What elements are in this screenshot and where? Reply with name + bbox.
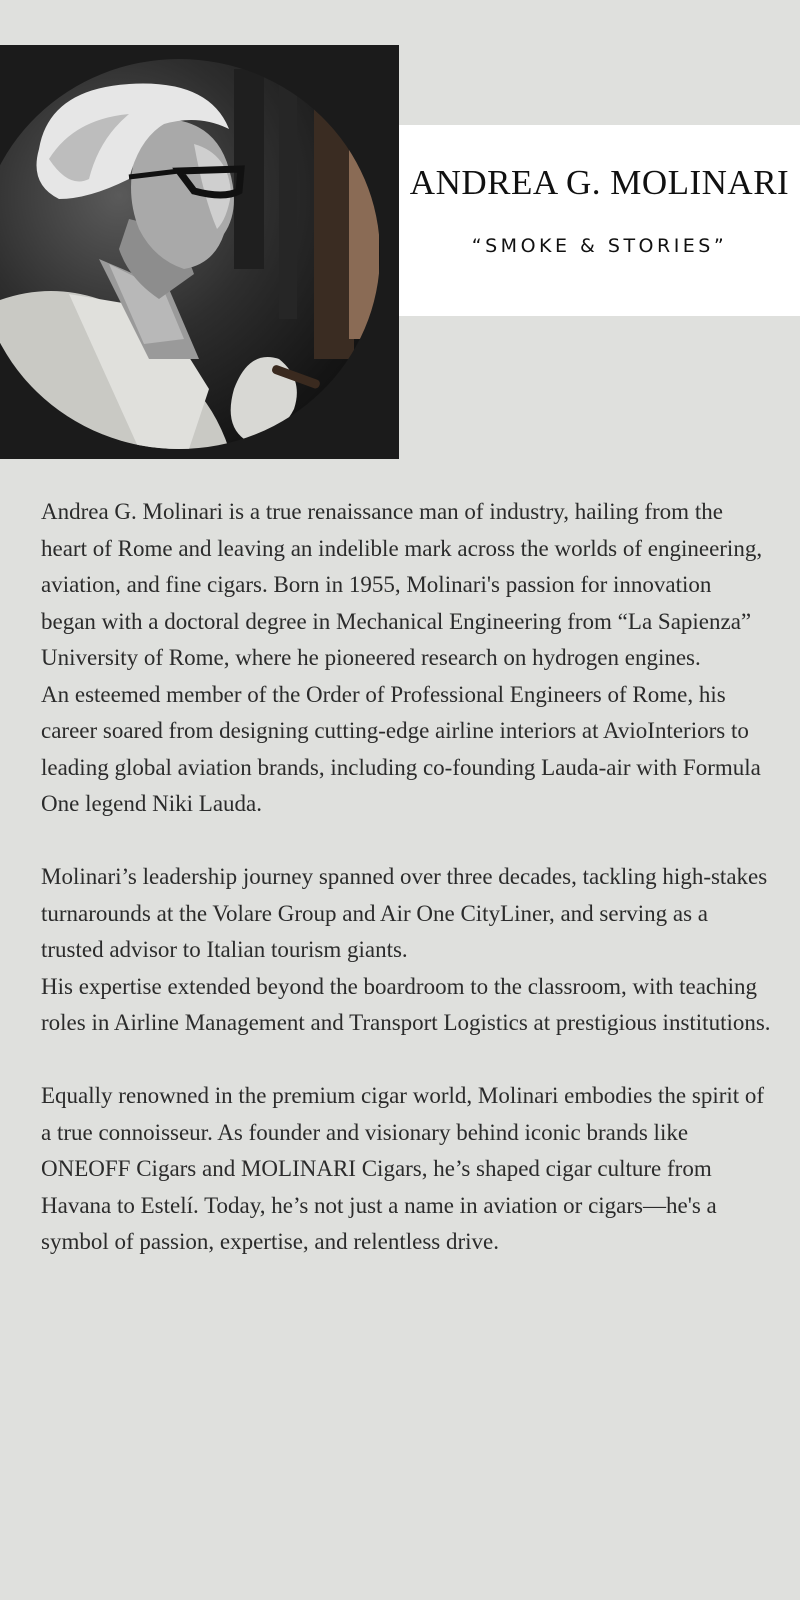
bio-paragraph: His expertise extended beyond the boardroom to the classroom, with teaching roles in Airline Management and Transport Logistics at prestigious institutions.: [41, 973, 771, 1035]
page-title: ANDREA G. MOLINARI: [409, 163, 790, 202]
bio-paragraph: Andrea G. Molinari is a true renaissance man of industry, hailing from the heart of Rome and leaving an indelible mark across the worlds of engineering, aviation, and fine cigars. Born in 1955, Molinari's passion for innovation began with a doctoral degree in Mechanical Engineering from “La Sapienza” University of Rome, where he pioneered research on hydrogen engines.: [41, 499, 763, 670]
bio-paragraph: Equally renowned in the premium cigar world, Molinari embodies the spirit of a true connoisseur. As founder and visionary behind iconic brands like ONEOFF Cigars and MOLINARI Cigars, he’s shaped cigar culture from Havana to Estelí. Today, he’s not just a name in aviation or cigars—he's a symbol of passion, expertise, and relentless drive.: [41, 1083, 765, 1254]
tagline: “SMOKE & STORIES”: [471, 235, 728, 257]
bio-paragraph: Molinari’s leadership journey spanned over three decades, tackling high-stakes turnarounds at the Volare Group and Air One CityLiner, and serving as a trusted advisor to Italian tourism giants.: [41, 864, 768, 962]
biography-text: [41, 494, 771, 1261]
bio-paragraph: An esteemed member of the Order of Professional Engineers of Rome, his career soared from designing cutting-edge airline interiors at AvioInteriors to leading global aviation brands, including co-founding Lauda-air with Formula One legend Niki Lauda.: [41, 681, 761, 816]
portrait-panel: [0, 45, 399, 459]
portrait-photo-icon: [0, 59, 380, 449]
title-card: [399, 125, 800, 316]
